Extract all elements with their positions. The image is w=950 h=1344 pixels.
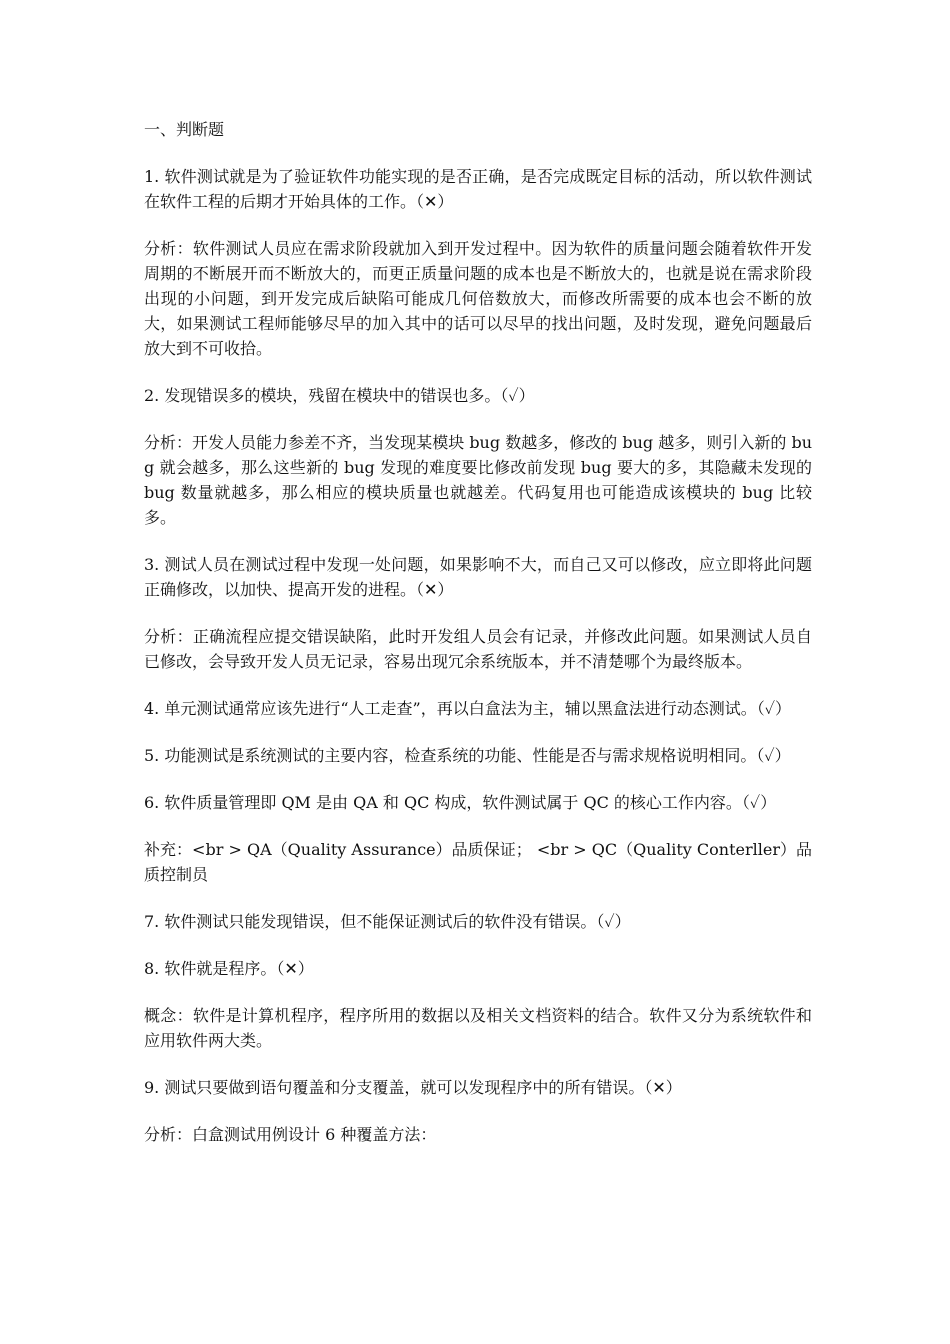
question-8: 8. 软件就是程序。（✕） bbox=[144, 959, 314, 978]
question-6: 6. 软件质量管理即 QM 是由 QA 和 QC 构成，软件测试属于 QC 的核心工作内容。（✓） bbox=[144, 793, 777, 812]
question-5: 5. 功能测试是系统测试的主要内容，检查系统的功能、性能是否与需求规格说明相同。（✓） bbox=[144, 746, 791, 765]
analysis-2: 分析：开发人员能力参差不齐，当发现某模块 bug 数越多，修改的 bug 越多，则引入新的 bug 就会越多，那么这些新的 bug 发现的难度要比修改前发现 bug 要大的多，其隐藏未发现的 bug 数量就越多，那么相应的模块质量也就越差。代码复用也可能造成该模块的 bug 比较多。 bbox=[144, 433, 812, 527]
section-title: 一、判断题 bbox=[144, 120, 225, 139]
question-1: 1. 软件测试就是为了验证软件功能实现的是否正确，是否完成既定目标的活动，所以软件测试在软件工程的后期才开始具体的工作。（✕） bbox=[144, 167, 812, 211]
analysis-3: 分析：正确流程应提交错误缺陷，此时开发组人员会有记录，并修改此问题。如果测试人员自已修改，会导致开发人员无记录，容易出现冗余系统版本，并不清楚哪个为最终版本。 bbox=[144, 627, 812, 671]
question-2: 2. 发现错误多的模块，残留在模块中的错误也多。（✓） bbox=[144, 386, 535, 405]
supplement-6: 补充：<br > QA（Quality Assurance）品质保证； <br > QC（Quality Conterller）品质控制员 bbox=[144, 840, 812, 884]
question-7: 7. 软件测试只能发现错误，但不能保证测试后的软件没有错误。（✓） bbox=[144, 912, 631, 931]
concept-8: 概念：软件是计算机程序，程序所用的数据以及相关文档资料的结合。软件又分为系统软件和应用软件两大类。 bbox=[144, 1006, 812, 1050]
question-4: 4. 单元测试通常应该先进行“人工走查”，再以白盒法为主，辅以黑盒法进行动态测试。（✓） bbox=[144, 699, 792, 718]
analysis-1: 分析：软件测试人员应在需求阶段就加入到开发过程中。因为软件的质量问题会随着软件开发周期的不断展开而不断放大的，而更正质量问题的成本也是不断放大的，也就是说在需求阶段出现的小问题，到开发完成后缺陷可能成几何倍数放大，而修改所需要的成本也会不断的放大，如果测试工程师能够尽早的加入其中的话可以尽早的找出问题，及时发现，避免问题最后放大到不可收拾。 bbox=[144, 239, 812, 358]
analysis-9: 分析：白盒测试用例设计 6 种覆盖方法： bbox=[144, 1125, 437, 1144]
document-content bbox=[144, 117, 812, 1169]
question-3: 3. 测试人员在测试过程中发现一处问题，如果影响不大，而自己又可以修改，应立即将此问题正确修改，以加快、提高开发的进程。（✕） bbox=[144, 555, 812, 599]
question-9: 9. 测试只要做到语句覆盖和分支覆盖，就可以发现程序中的所有错误。（✕） bbox=[144, 1078, 682, 1097]
